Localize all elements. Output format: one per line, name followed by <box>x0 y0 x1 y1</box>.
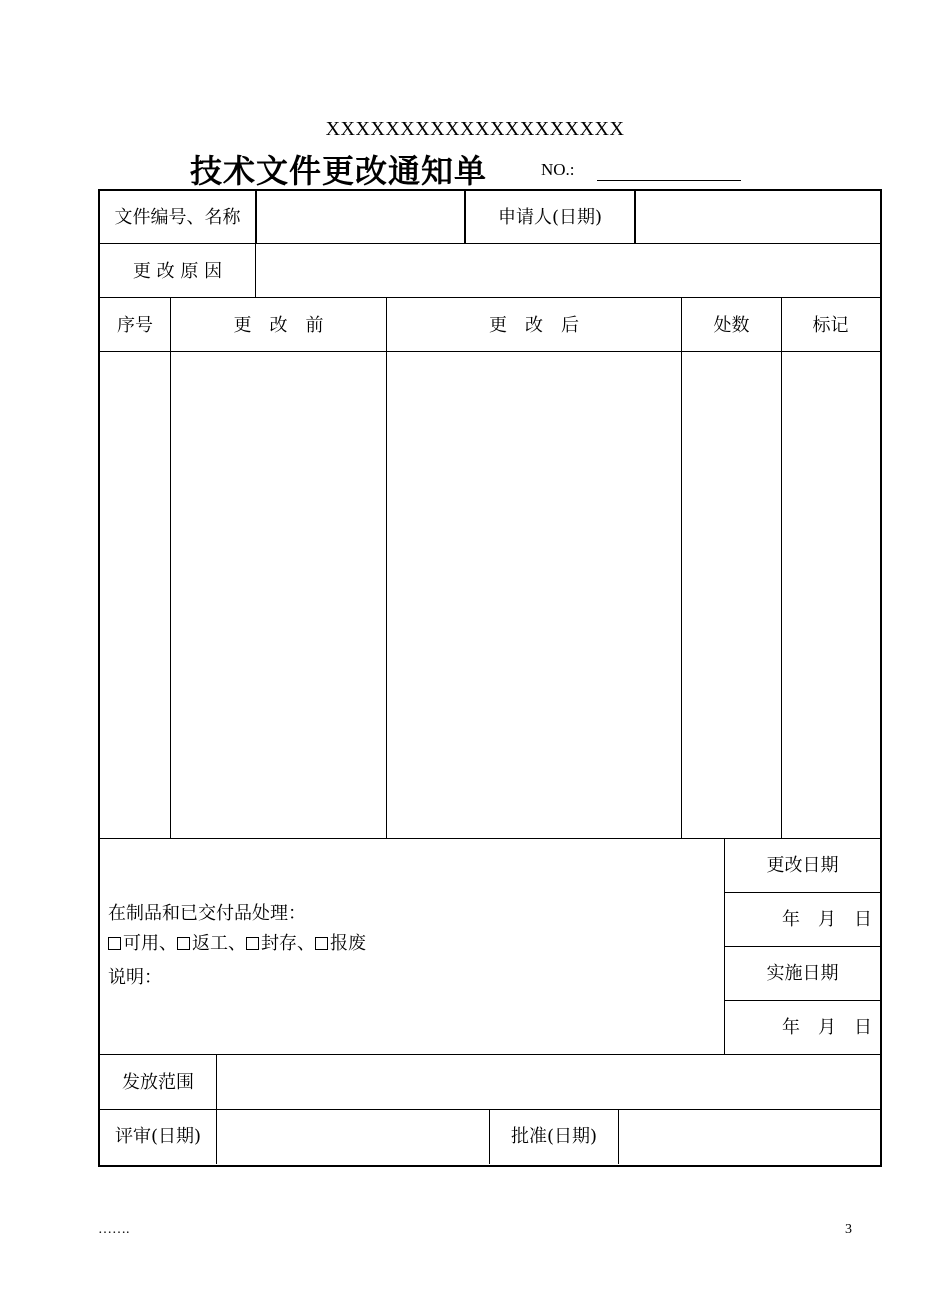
change-reason-input[interactable] <box>256 245 879 297</box>
doc-number-label: 文件编号、名称 <box>114 206 241 228</box>
implementation-date-label: 实施日期 <box>766 963 839 984</box>
explanation-label: 说明： <box>108 967 162 988</box>
processing-label: 在制品和已交付品处理： <box>108 903 306 924</box>
applicant-input[interactable] <box>636 191 879 243</box>
option-checkbox[interactable] <box>177 937 190 950</box>
change-date-input[interactable]: 年 月 日 <box>782 909 872 930</box>
implementation-date-input[interactable]: 年 月 日 <box>782 1017 872 1038</box>
company-name: XXXXXXXXXXXXXXXXXXXX <box>325 118 625 140</box>
option-checkbox[interactable] <box>315 937 328 950</box>
page-number: 3 <box>845 1222 852 1237</box>
col-sequence-header: 序号 <box>117 314 153 336</box>
approve-label: 批准(日期) <box>510 1126 598 1147</box>
processing-section <box>108 896 366 996</box>
option-usable-label: 可用 <box>123 933 159 954</box>
option-checkbox[interactable] <box>246 937 259 950</box>
review-input[interactable] <box>217 1110 489 1163</box>
count-entry-area[interactable] <box>682 352 781 838</box>
option-seal-label: 封存 <box>261 933 297 954</box>
distribution-scope-label: 发放范围 <box>122 1071 194 1093</box>
row-divider <box>99 243 880 244</box>
change-date-label: 更改日期 <box>766 855 839 876</box>
form-number-field[interactable] <box>597 180 741 181</box>
col-mark-header: 标记 <box>812 314 849 336</box>
col-before-header: 更 改 前 <box>233 314 324 336</box>
col-after-header: 更 改 后 <box>489 314 579 336</box>
approve-input[interactable] <box>619 1110 879 1163</box>
change-reason-label: 更 改 原 因 <box>132 260 223 282</box>
distribution-scope-input[interactable] <box>217 1055 879 1109</box>
after-entry-area[interactable] <box>387 352 681 838</box>
review-label: 评审(日期) <box>114 1126 202 1147</box>
row-divider <box>99 297 880 298</box>
option-rework-label: 返工 <box>192 933 228 954</box>
form-number-label: NO.: <box>541 160 575 179</box>
applicant-label: 申请人(日期) <box>497 206 603 228</box>
option-checkbox[interactable] <box>108 937 121 950</box>
footer-ellipsis: ……. <box>98 1222 130 1237</box>
mark-entry-area[interactable] <box>782 352 879 838</box>
before-entry-area[interactable] <box>171 352 386 838</box>
doc-number-input[interactable] <box>257 191 464 243</box>
sequence-entry-area[interactable] <box>100 352 170 838</box>
form-title: 技术文件更改通知单 <box>190 152 488 190</box>
option-scrap-label: 报废 <box>330 933 366 954</box>
processing-options: 可用、 返工、 封存、 报废 <box>108 926 366 962</box>
col-count-header: 处数 <box>713 314 750 336</box>
